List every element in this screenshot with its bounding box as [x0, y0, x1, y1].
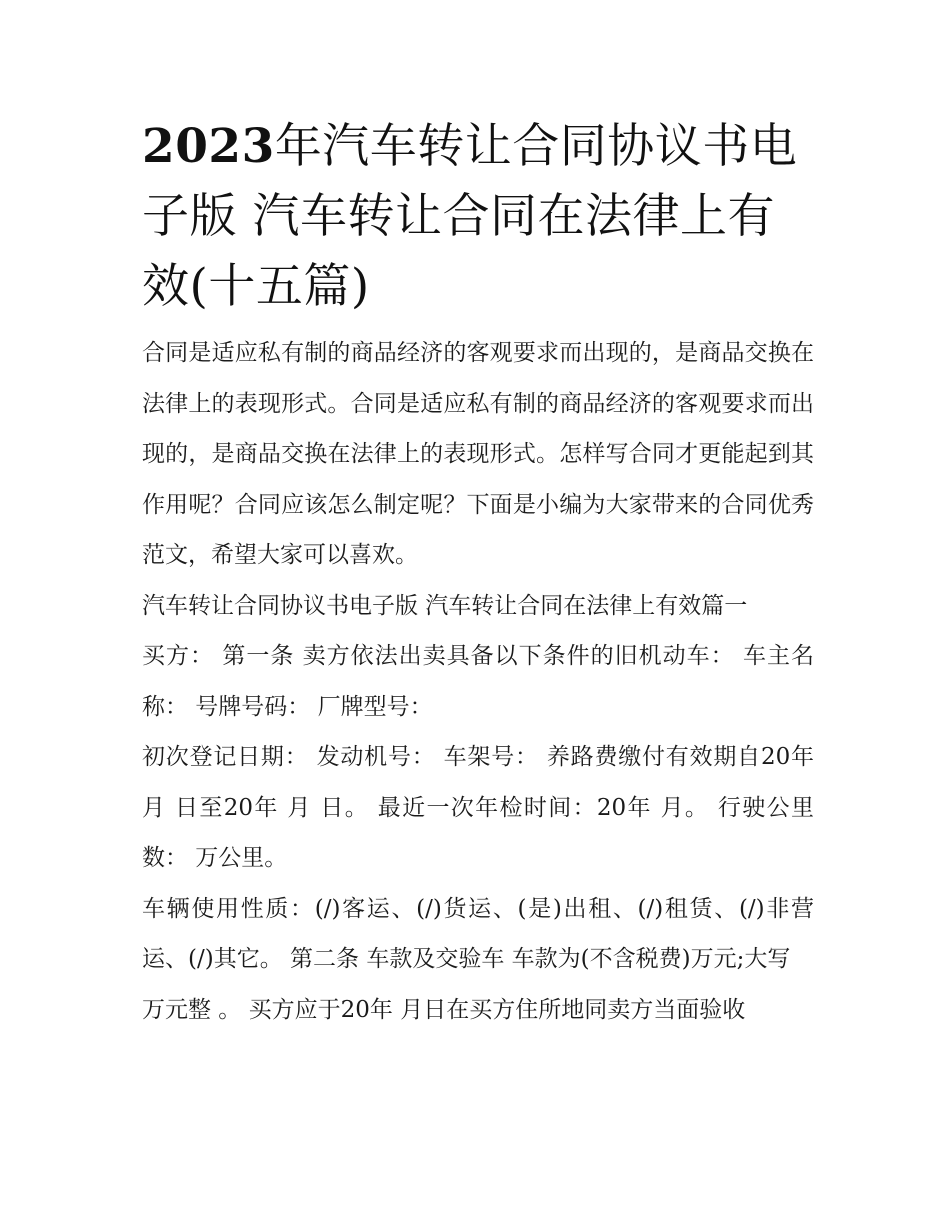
document-page	[142, 112, 814, 1035]
intro-paragraph: 合同是适应私有制的商品经济的客观要求而出现的，是商品交换在法律上的表现形式。合同是适应私有制的商品经济的客观要求而出现的，是商品交换在法律上的表现形式。怎样写合同才更能起到其作用呢？合同应该怎么制定呢？下面是小编为大家带来的合同优秀范文，希望大家可以喜欢。	[142, 340, 814, 568]
contract-paragraph: 买方： 第一条 卖方依法出卖具备以下条件的旧机动车： 车主名称： 号牌号码： 厂牌型号：	[142, 643, 814, 720]
contract-paragraph: 初次登记日期： 发动机号： 车架号： 养路费缴付有效期自20年 月 日至20年 月 日。 最近一次年检时间：20年 月。 行驶公里数： 万公里。	[142, 744, 814, 871]
title-text: 年汽车转让合同协议书电子版 汽车转让合同在法律上有效(十五篇)	[142, 119, 798, 314]
contract-paragraph: 车辆使用性质：(/)客运、(/)货运、(是)出租、(/)租赁、(/)非营运、(/)其它。 第二条 车款及交验车 车款为(不含税费)万元;大写	[142, 895, 814, 972]
contract-paragraph: 万元整 。 买方应于20年 月日在买方住所地同卖方当面验收	[142, 996, 746, 1023]
document-title	[142, 112, 814, 322]
section-heading: 汽车转让合同协议书电子版 汽车转让合同在法律上有效篇一	[142, 592, 748, 619]
title-year: 2023	[142, 119, 275, 174]
